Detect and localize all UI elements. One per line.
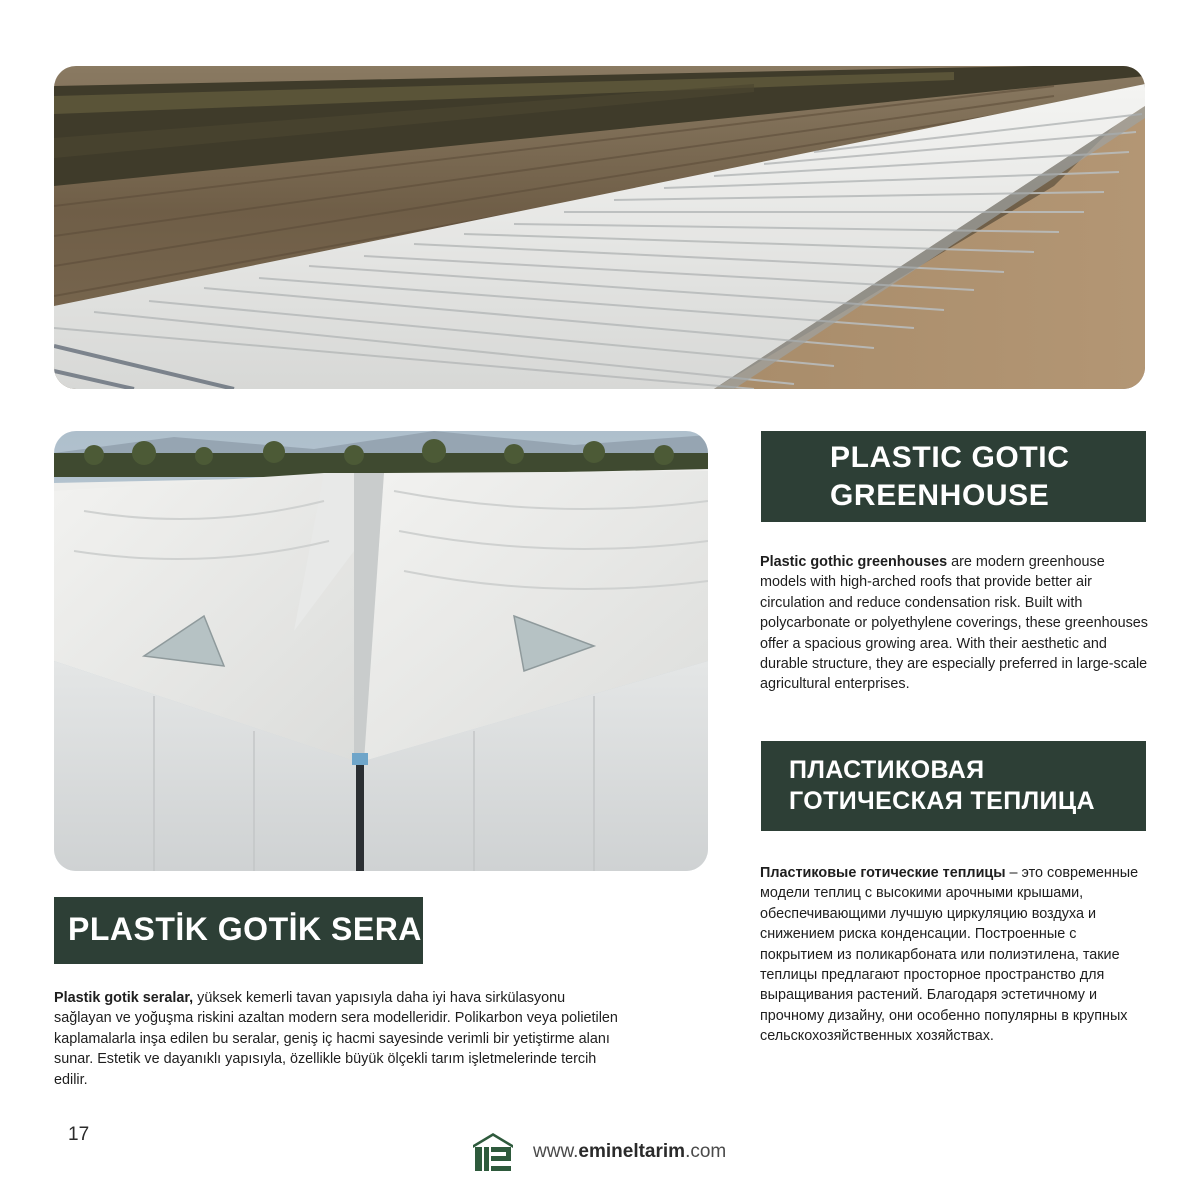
turkish-heading-banner (54, 897, 423, 964)
english-heading-banner (761, 431, 1146, 522)
english-heading-line1: PLASTIC GOTIC (830, 441, 1070, 474)
english-description (760, 552, 1150, 695)
url-brand: emineltarim (578, 1141, 686, 1162)
url-suffix: .com (685, 1141, 727, 1162)
turkish-description (54, 988, 626, 1090)
gothic-roof-image (54, 431, 708, 871)
url-prefix: www. (533, 1141, 579, 1162)
turkish-description-lead: Plastik gotik seralar, (54, 990, 194, 1006)
page-number: 17 (68, 1124, 90, 1145)
website-url[interactable] (533, 1141, 726, 1163)
aerial-greenhouse-photo (54, 66, 1145, 389)
english-heading-line2: GREENHOUSE (830, 479, 1050, 512)
russian-heading-line2: ГОТИЧЕСКАЯ ТЕПЛИЦА (789, 787, 1095, 815)
english-description-body: are modern greenhouse models with high-arched roofs that provide better air circulation and reduce condensation risk. Built with polycarbonate or polyethylene coverings, these greenhouses offer a spacious growing area. With their aesthetic and durable structure, they are especially preferred in large-scale agricultural enterprises. (760, 554, 1148, 693)
russian-description-lead: Пластиковые готические теплицы (760, 865, 1006, 881)
emineltarim-logo-icon (471, 1131, 515, 1173)
russian-heading-line1: ПЛАСТИКОВАЯ (789, 756, 985, 784)
russian-description-body: – это современные модели теплиц с высокими арочными крышами, обеспечивающими лучшую циркуляцию воздуха и снижением риска конденсации. Построенные с покрытием из поликарбоната или полиэтилена, такие теплицы предлагают просторное пространство для выращивания растений. Благодаря эстетичному и прочному дизайну, они особенно популярны в крупных сельскохозяйственных хозяйствах. (760, 865, 1139, 1045)
gothic-roof-closeup-photo (54, 431, 708, 871)
turkish-heading: PLASTİK GOTİK SERA (68, 911, 422, 947)
russian-description (760, 863, 1150, 1047)
turkish-description-body: yüksek kemerli tavan yapısıyla daha iyi hava sirkülasyonu sağlayan ve yoğuşma riskini azaltan modern sera modelleridir. Polikarbon veya polietilen kaplamalarla inşa edilen bu seralar, geniş iç hacmi sayesinde verimli bir yetiştirme alanı sunar. Estetik ve dayanıklı yapısıyla, özellikle büyük ölçekli tarım işletmelerinde tercih edilir. (54, 990, 618, 1088)
english-description-lead: Plastic gothic greenhouses (760, 554, 948, 570)
aerial-greenhouse-image (54, 66, 1145, 389)
russian-heading-banner (761, 741, 1146, 831)
